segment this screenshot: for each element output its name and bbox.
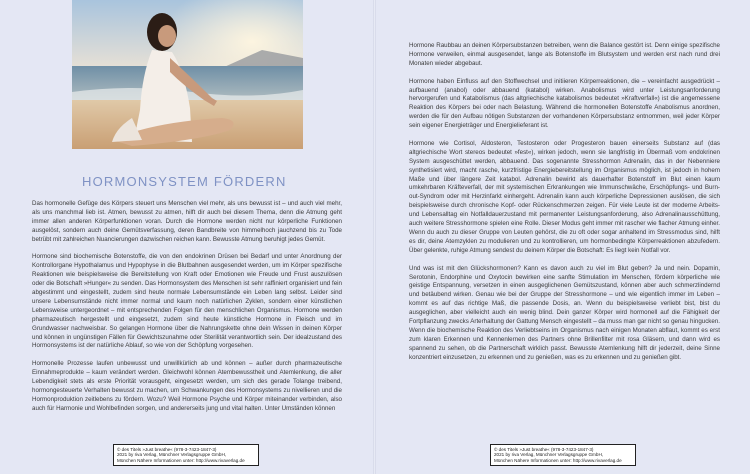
stamp-line: © des Titels »Just breathe« (978-3-7423-1847-3) (117, 447, 217, 452)
meditation-photo (72, 0, 303, 149)
right-page (376, 0, 750, 474)
paragraph: Und was ist mit den Glückshormonen? Kann es davon auch zu viel im Blut geben? Ja und nein. Dopamin, Serotonin, Endorphine und Oxytocin bewirken eine sanfte Stimulation im Menschen, fördern körperliche wie geistige Entspannung, versetzen in einen ausgeglichenen Gemütszustand, können aber auch schmerzlindernd und betäubend wirken. Genau wie bei der Gruppe der Stresshormone – und wie eigentlich immer im Leben – kommt es auf das richtige Maß, die passende Dosis, an. Wenn du beispielsweise verliebt bist, bist du ausgeglichen, aber vielleicht auch ein wenig blind. Dein ganzer Körper wird hormonell auf die Fähigkeit der Fortpflanzung zwecks Arterhaltung der Gattung Mensch eingestellt – da muss man gar nicht so genau hingucken. Wenn die biochemische Reaktion des Verliebtseins im Organismus nach einigen Monaten abflaut, kommt es erst zum klaren Erkennen und Kennenlernen des Partners ohne Brillenfilter mit rosa Gläsern, und dann wird es spannend zu sehen, ob die Partnerschaft wirklich passt. Bewusste Atemlenkung hilft dir jederzeit, deine Sinne konzentriert einzusetzen, zu erkennen und zu genießen, was es zu erkennen und zu genießen gibt. (409, 264, 720, 361)
stamp-line: 2021 by riva Verlag, Münchner Verlagsgruppe GmbH, (494, 452, 604, 458)
paragraph: Hormone haben Einfluss auf den Stoffwechsel und initiieren Körperreaktionen, die – vereinfacht ausgedrückt – aufbauend (anabol) oder abbauend (katabol) wirken. Anabolismus wird unter Leistungsanforderung hervorgerufen und Katabolismus (das altgriechische katabolismos bedeutet »Kraftverfall«) ist die angemessene Reaktion des Körpers bei oder nach Belastung. Während die hormonellen Botenstoffe Anabolismus anordnen, werden die für den Aufbau nötigen Substanzen der vorhandenen Körpersubstanz entnommen, weil jeder Körper sein eigener Energieträger und Energielieferant ist. (409, 77, 720, 130)
paragraph: Hormone wie Cortisol, Aldosteron, Testosteron oder Progesteron bauen einerseits Substanz auf (das altgriechische Wort stereos bedeutet »fest«), wirken jedoch, wenn sie langfristig im Übermaß vom endokrinen System ausgeschüttet werden, abbauend. Das sogenannte Stresshormon Adrenalin, das in der Nebenniere synthetisiert wird, macht rasche, kurzfristige Energiebereitstellung im Organismus möglich, ist jedoch in hohem Maße und über längere Zeit katabol. Adrenalin bewirkt als dauerhafter Botenstoff im Blut einen kaum umkehrbaren Kräfteverfall, der mit systemischen Erkrankungen wie Immunschwäche, Erschöpfungs- und Burn-out-Syndrom oder mit Herzinfarkt einhergeht. Adrenalin kann auch körperliche Depressionen auslösen, die sich beispielsweise durch chronische Kopf- oder Rückenschmerzen zeigen. Für viele Leute ist der moderne Arbeits- und Lebensalltag ein Notfalldauerzustand mit permanenter Leistungsanforderung, also Adrenalinausschüttung, auch weitere Stresshormone spielen eine Rolle. Dieser Modus geht immer mit rascher wie flacher Atmung einher. Wenn du auch zu dieser Gruppe von Leuten gehörst, die zu oft oder sogar anhaltend im Stressmodus sind, hilft es dir, deine Atemzyklen zu modulieren und zu kontrollieren, um hormonbedingte Körperreaktionen abzufedern. Über gelenkte, ruhige Atmung sendest du deinem Körper die Botschaft: Es liegt kein Notfall vor. (409, 139, 720, 254)
left-page (0, 0, 374, 474)
paragraph: Hormonelle Prozesse laufen unbewusst und unwillkürlich ab und können – außer durch pharmazeutische Einnahmeprodukte – kaum verändert werden. Gleichwohl können Atembewusstheit und Atemlenkung, die aller Lebendigkeit stets als erste Priorität vorausgeht, eingesetzt werden, um sich des gerade Tolange treibend, hormongesteuerte Verhalten bewusst zu machen, um Schwankungen des Hormonsystems zu nivellieren und die Hormonproduktion zeitlebens zu fördern. Wozu? Weil Hormone Psyche und Körper miteinander verbinden, also auch für Harmonie und Wohlbefinden sorgen, und andererseits jung und vital halten. Unter Umständen können (32, 360, 342, 412)
paragraph: Hormone Raubbau an deinen Körpersubstanzen betreiben, wenn die Balance gestört ist. Denn einige spezifische Hormone verweilen, einmal ausgesendet, lange als Botenstoffe im Blutsystem und werden erst nach rund drei Monaten wieder abgebaut. (409, 42, 720, 67)
paragraph: Hormone sind biochemische Botenstoffe, die von den endokrinen Drüsen bei Bedarf und unter Anordnung der Kontrollorgane Hypothalamus und Hypophyse in die Blutbahnen ausgesendet werden, um im Körper spezifische Reaktionen wie beispielsweise die Bereitstellung von Kraft oder Emotionen wie Freude und Frust auszulösen oder die Botschaft »Hunger« zu senden. Das Hormonsystem des Menschen ist sehr raffiniert organisiert und fein abgestimmt und eingestellt, zudem sind heute normale Lebensumstände ein Leben lang selbst. Leider sind unsere Lebensumstände nicht immer normal und kaum noch natürlichen Zyklen, sondern einer künstlichen Lebensweise untergeordnet – mit entsprechenden Folgen für den menschlichen Organismus. Hormone werden pharmazeutisch hergestellt und eingesetzt, zudem sind heute künstliche Hormone in Fleisch und im Grundwasser nachweisbar. So gelangen Hormone über die Nahrungskette ohne dein Wissen in deinen Körper und können in ungünstigen Fällen für Gewichtszunahme oder Sterilität verantwortlich sein. Der idealzustand des Hormonsystems ist der natürliche Ablauf, so wie von der Schöpfung vorgesehen. (32, 253, 342, 350)
stamp-line: 2021 by riva Verlag, Münchner Verlagsgruppe GmbH, (117, 452, 227, 458)
stamp-line: © des Titels »Just breathe« (978-3-7423-1847-3) (494, 447, 594, 452)
paragraph: Das hormonelle Gefüge des Körpers steuert uns Menschen viel mehr, als uns bewusst ist – und auch viel mehr, als uns manchmal lieb ist. Atmen, bewusst zu atmen, hilft dir auch bei diesem Thema, denn die Atmung geht immer allen anderen Körperfunktionen voran. Durch die Hormone werden nicht nur körperliche Funktionen ausgelöst, sondern auch deine Gemütsverfassung, deren Bandbreite von himmelhoch jauchzend bis zu Tode betrübt mit zahlreichen Nuancierungen dazwischen reichen kann. Bewusste Atmung beruhigt jedes Gemüt. (32, 200, 342, 243)
left-text-column (32, 200, 342, 423)
stamp-line: München Nähere Informationen unter: http://www.rivaverlag.de (494, 457, 622, 463)
copyright-stamp (490, 444, 636, 466)
right-text-column (409, 42, 720, 371)
stamp-line: München Nähere Informationen unter: http://www.rivaverlag.de (117, 457, 245, 463)
copyright-stamp (113, 444, 259, 466)
section-heading: HORMONSYSTEM FÖRDERN (82, 174, 287, 189)
